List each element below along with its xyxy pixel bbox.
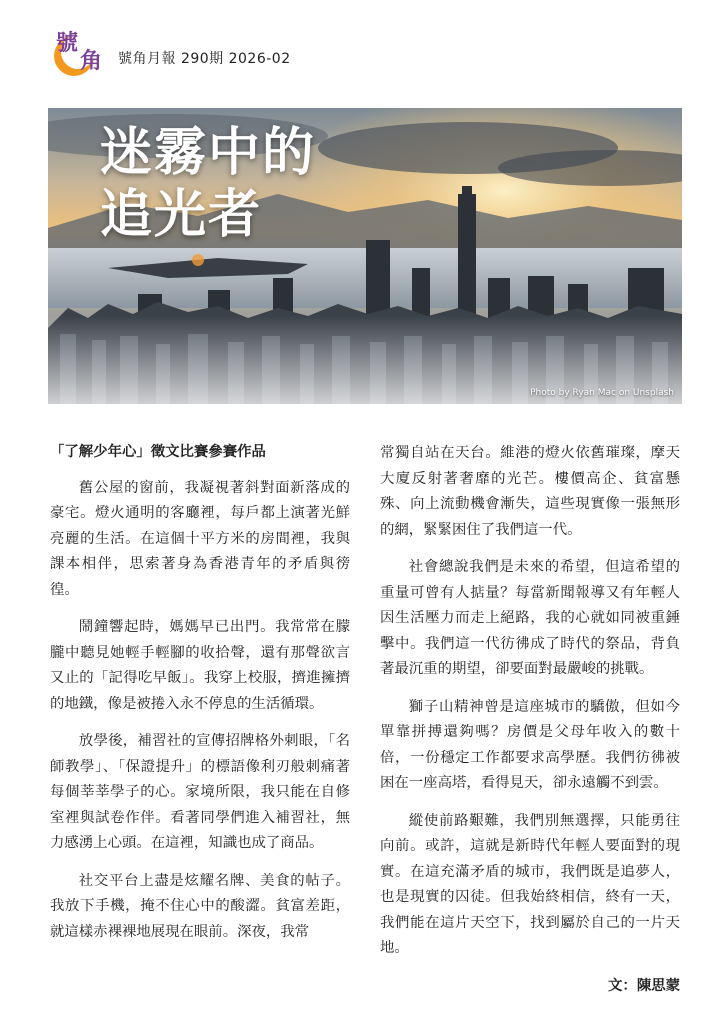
author-credit: 文：陳思蒙 [608, 977, 680, 994]
article-column-left [50, 440, 350, 957]
article-title [100, 122, 316, 246]
magazine-logo [48, 22, 112, 82]
article-column-right [380, 441, 680, 999]
paragraph: 獅子山精神曾是這座城市的驕傲，但如今單靠拼搏還夠嗎？房價是父母年收入的數十倍，一份穩定工作都要求高學歷。我們彷彿被困在一座高塔，看得見天，卻永遠觸不到雲。 [380, 698, 680, 791]
article-title-line-2: 追光者 [100, 185, 263, 245]
issue-info: 號角月報 290期 2026-02 [118, 51, 291, 67]
paragraph: 舊公屋的窗前，我凝視著斜對面新落成的豪宅。燈火通明的客廳裡，每戶都上演著光鮮亮麗的生活。在這個十平方米的房間裡，我與課本相伴，思索著身為香港青年的矛盾與徬徨。 [50, 479, 350, 598]
article-subheading: 「了解少年心」徵文比賽參賽作品 [50, 444, 266, 460]
paragraph-continuation: 常獨自站在天台。維港的燈火依舊璀璨，摩天大廈反射著奢靡的光芒。樓價高企、貧富懸殊、向上流動機會漸失，這些現實像一張無形的網，緊緊困住了我們這一代。 [380, 445, 680, 538]
paragraph: 鬧鐘響起時，媽媽早已出門。我常常在朦朧中聽見她輕手輕腳的收拾聲，還有那聲欲言又止的「記得吃早飯」。我穿上校服，擠進擁擠的地鐵，像是被捲入永不停息的生活循環。 [50, 619, 350, 712]
paragraph: 縱使前路艱難，我們別無選擇，只能勇往向前。或許，這就是新時代年輕人要面對的現實。在這充滿矛盾的城市，我們既是追夢人，也是現實的囚徒。但我始終相信，終有一天，我們能在這片天空下，找到屬於自己的一片天地。 [380, 812, 680, 956]
logo-char-1: 號 [56, 30, 79, 56]
article-title-line-1: 迷霧中的 [100, 123, 317, 183]
paragraph: 社會總說我們是未來的希望，但這希望的重量可曾有人掂量？每當新聞報導又有年輕人因生活壓力而走上絕路，我的心就如同被重錘擊中。我們這一代彷彿成了時代的祭品，背負著最沉重的期望，卻要面對最嚴峻的挑戰。 [380, 559, 680, 677]
hero-image [48, 108, 682, 404]
logo-char-2: 角 [80, 48, 103, 74]
photo-credit: Photo by Ryan Mac on Unsplash [530, 388, 674, 398]
paragraph: 放學後，補習社的宣傳招牌格外刺眼，「名師教學」、「保證提升」的標語像利刃般刺痛著每個莘莘學子的心。家境所限，我只能在自修室裡與試卷作伴。看著同學們進入補習社，無力感湧上心頭。在這裡，知識也成了商品。 [50, 733, 350, 851]
paragraph: 社交平台上盡是炫耀名牌、美食的帖子。我放下手機，掩不住心中的酸澀。貧富差距，就這樣赤裸裸地展現在眼前。深夜，我常 [50, 872, 350, 940]
page-header [48, 22, 688, 82]
